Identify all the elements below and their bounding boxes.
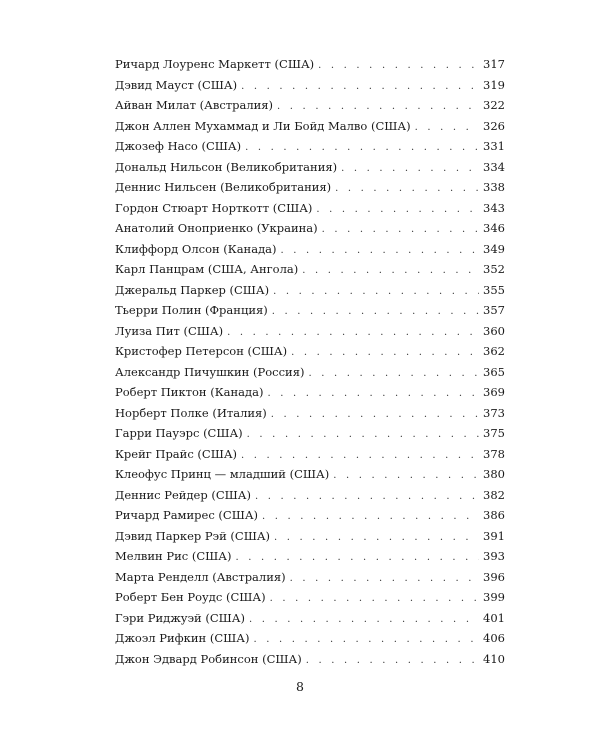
toc-entry-page: 343 [483,200,505,215]
toc-entry-page: 334 [483,159,505,174]
toc-entry-title: Дэвид Паркер Рэй (США) [115,528,271,543]
toc-entry[interactable] [115,587,505,608]
toc-entry[interactable] [115,198,505,219]
toc-entry-title: Мелвин Рис (США) [115,549,232,563]
toc-entry[interactable] [115,382,505,403]
toc-entry-page: 393 [483,549,505,563]
toc-dot-leader [270,589,479,610]
table-of-contents [115,54,505,669]
toc-entry-page: 386 [483,508,505,522]
toc-entry-page: 322 [483,98,505,112]
toc-entry-title: Луиза Пит (США) [115,323,224,338]
toc-dot-leader [335,179,479,200]
toc-entry-page: 319 [483,77,505,92]
toc-entry-title: Тьерри Полин (Франция) [115,303,268,317]
toc-entry-page: 357 [483,303,505,317]
toc-entry[interactable] [115,464,505,485]
toc-entry[interactable] [115,505,505,526]
toc-entry-title: Айван Милат (Австралия) [115,98,274,112]
toc-dot-leader [262,507,479,528]
toc-entry-title: Джеральд Паркер (США) [115,282,270,297]
toc-entry-page: 352 [483,262,505,276]
toc-entry-title: Ричард Лоуренс Маркетт (США) [115,57,315,71]
toc-entry-page: 373 [483,405,505,420]
toc-entry-title: Деннис Рейдер (США) [115,487,251,502]
toc-entry-title: Роберт Бен Роудс (США) [115,590,266,604]
toc-dot-leader [333,466,479,487]
toc-entry[interactable] [115,321,505,342]
toc-entry[interactable] [115,403,505,424]
toc-entry-page: 391 [483,528,505,543]
toc-entry-title: Норберт Полке (Италия) [115,405,267,420]
toc-entry-page: 380 [483,467,505,481]
toc-entry[interactable] [115,75,505,96]
toc-entry-page: 410 [483,651,505,666]
toc-entry-title: Кристофер Петерсон (США) [115,344,288,358]
toc-entry-page: 355 [483,282,505,297]
toc-dot-leader [302,261,479,282]
toc-entry[interactable] [115,259,505,280]
toc-entry-title: Анатолий Оноприенко (Украина) [115,221,318,235]
toc-entry-title: Гордон Стюарт Норткотт (США) [115,200,313,215]
toc-entry-title: Ричард Рамирес (США) [115,508,259,522]
toc-dot-leader [271,405,479,426]
toc-entry[interactable] [115,239,505,260]
toc-dot-leader [247,425,479,446]
toc-entry-page: 362 [483,344,505,358]
toc-entry-page: 365 [483,364,505,379]
toc-dot-leader [253,630,479,651]
toc-entry[interactable] [115,362,505,383]
toc-entry-title: Марта Ренделл (Австралия) [115,569,286,584]
toc-entry-title: Крейг Прайс (США) [115,446,238,461]
toc-entry-title: Джон Эдвард Робинсон (США) [115,651,302,666]
toc-entry[interactable] [115,280,505,301]
toc-entry-page: 338 [483,180,505,194]
toc-entry-page: 317 [483,57,505,71]
toc-entry-title: Джон Аллен Мухаммад и Ли Бойд Малво (США) [115,118,411,133]
toc-entry[interactable] [115,157,505,178]
toc-entry[interactable] [115,526,505,547]
toc-entry[interactable] [115,444,505,465]
toc-dot-leader [306,651,479,672]
toc-entry-page: 360 [483,323,505,338]
toc-dot-leader [316,200,479,221]
toc-dot-leader [241,446,479,467]
toc-entry-title: Клеофус Принц — младший (США) [115,467,330,481]
toc-entry[interactable] [115,628,505,649]
toc-entry-title: Дональд Нильсон (Великобритания) [115,159,338,174]
toc-entry[interactable] [115,485,505,506]
toc-entry[interactable] [115,136,505,157]
toc-entry[interactable] [115,423,505,444]
toc-entry-page: 369 [483,385,505,399]
toc-dot-leader [281,241,480,262]
toc-entry-page: 349 [483,241,505,256]
toc-entry[interactable] [115,177,505,198]
toc-entry-title: Джозеф Насо (США) [115,139,242,153]
toc-entry[interactable] [115,218,505,239]
toc-entry-page: 346 [483,221,505,235]
toc-dot-leader [235,548,479,569]
toc-dot-leader [274,528,479,549]
page-number: 8 [296,679,304,694]
toc-entry-title: Клиффорд Олсон (Канада) [115,241,277,256]
toc-entry-title: Роберт Пиктон (Канада) [115,385,264,399]
toc-dot-leader [308,364,479,385]
toc-dot-leader [267,384,479,405]
toc-entry-page: 401 [483,610,505,625]
toc-dot-leader [322,220,479,241]
toc-dot-leader [245,138,479,159]
toc-entry-page: 378 [483,446,505,461]
toc-dot-leader [341,159,479,180]
toc-entry[interactable] [115,54,505,75]
toc-dot-leader [255,487,479,508]
toc-entry-title: Карл Панцрам (США, Ангола) [115,262,299,276]
toc-entry[interactable] [115,341,505,362]
toc-entry[interactable] [115,300,505,321]
toc-dot-leader [415,118,479,139]
toc-dot-leader [277,97,479,118]
toc-dot-leader [241,77,479,98]
toc-entry-page: 326 [483,118,505,133]
toc-entry-page: 399 [483,590,505,604]
toc-dot-leader [318,56,479,77]
toc-dot-leader [273,282,479,303]
toc-entry-page: 375 [483,426,505,440]
toc-entry-title: Деннис Нильсен (Великобритания) [115,180,332,194]
toc-entry[interactable] [115,649,505,670]
toc-entry[interactable] [115,116,505,137]
toc-entry[interactable] [115,546,505,567]
toc-entry[interactable] [115,567,505,588]
toc-entry-title: Дэвид Мауст (США) [115,77,238,92]
toc-dot-leader [272,302,479,323]
toc-entry[interactable] [115,608,505,629]
toc-dot-leader [291,343,479,364]
toc-entry-page: 406 [483,631,505,645]
toc-dot-leader [227,323,479,344]
toc-dot-leader [249,610,479,631]
toc-entry[interactable] [115,95,505,116]
toc-dot-leader [290,569,479,590]
toc-entry-title: Гарри Пауэрс (США) [115,426,243,440]
toc-entry-title: Гэри Риджуэй (США) [115,610,245,625]
toc-entry-title: Александр Пичушкин (Россия) [115,364,305,379]
toc-entry-title: Джоэл Рифкин (США) [115,631,250,645]
toc-entry-page: 396 [483,569,505,584]
toc-entry-page: 382 [483,487,505,502]
toc-entry-page: 331 [483,139,505,153]
